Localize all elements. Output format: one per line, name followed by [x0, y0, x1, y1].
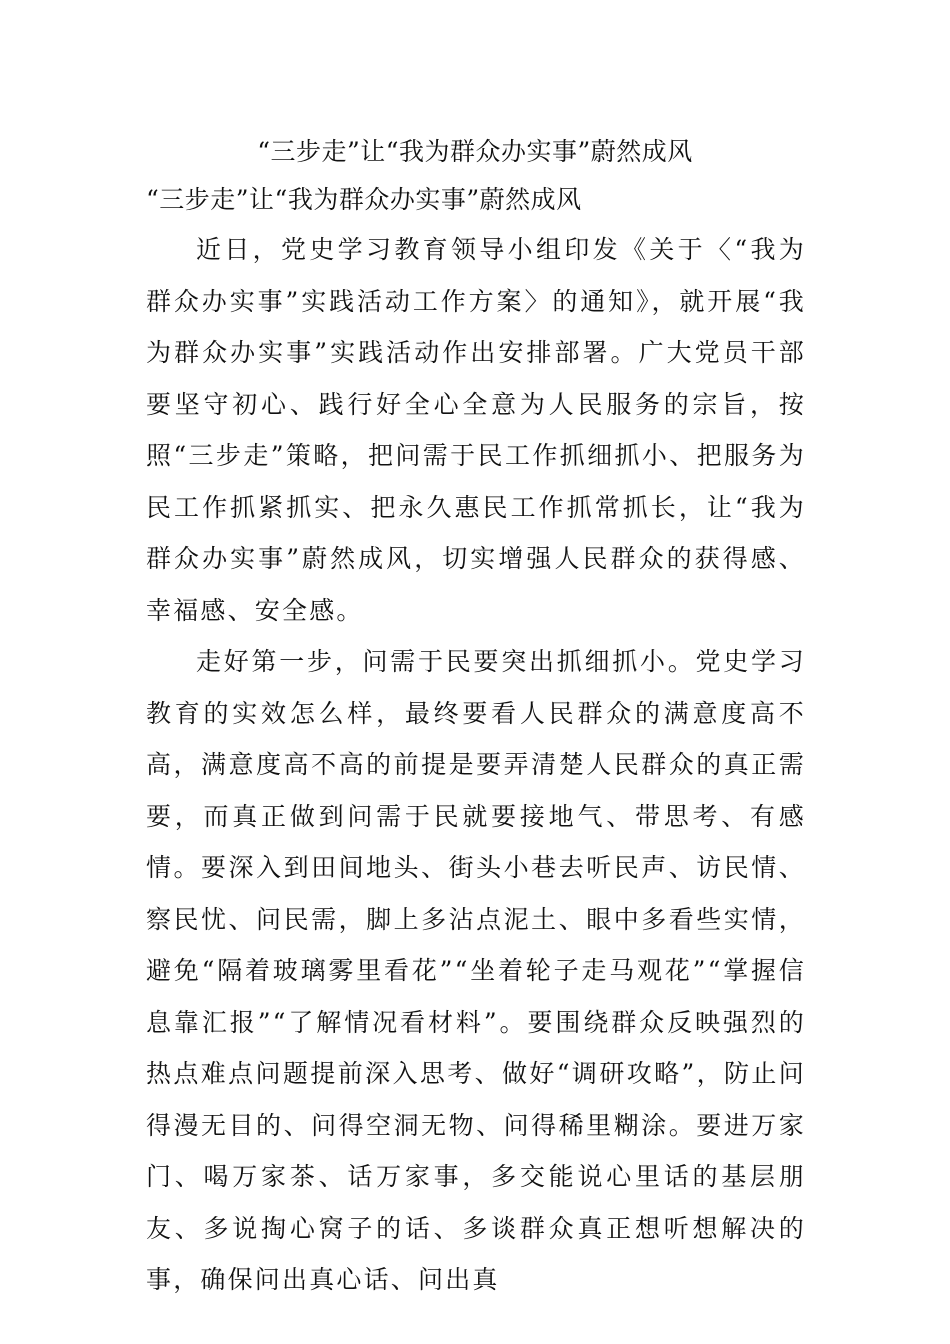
document-subtitle: “三步走”让“我为群众办实事”蔚然成风 [146, 185, 582, 214]
paragraph: 近日，党史学习教育领导小组印发《关于〈“我为群众办实事”实践活动工作方案〉的通知》，就开展“我为群众办实事”实践活动作出安排部署。广大党员干部要坚守初心、践行好全心全意为人民服务的宗旨，按照“三步走”策略，把问需于民工作抓细抓小、把服务为民工作抓紧抓实、把永久惠民工作抓常抓长，让“我为群众办实事”蔚然成风，切实增强人民群众的获得感、幸福感、安全感。 [146, 235, 806, 625]
document-body [146, 224, 806, 1306]
paragraph: 走好第一步，问需于民要突出抓细抓小。党史学习教育的实效怎么样，最终要看人民群众的满意度高不高，满意度高不高的前提是要弄清楚人民群众的真正需要，而真正做到问需于民就要接地气、带思考、有感情。要深入到田间地头、街头小巷去听民声、访民情、察民忧、问民需，脚上多沾点泥土、眼中多看些实情，避免“隔着玻璃雾里看花”“坐着轮子走马观花”“掌握信息靠汇报”“了解情况看材料”。要围绕群众反映强烈的热点难点问题提前深入思考、做好“调研攻略”，防止问得漫无目的、问得空洞无物、问得稀里糊涂。要进万家门、喝万家茶、话万家事，多交能说心里话的基层朋友、多说掏心窝子的话、多谈群众真正想听想解决的事，确保问出真心话、问出真 [146, 647, 806, 1294]
document-title: “三步走”让“我为群众办实事”蔚然成风 [257, 137, 693, 166]
